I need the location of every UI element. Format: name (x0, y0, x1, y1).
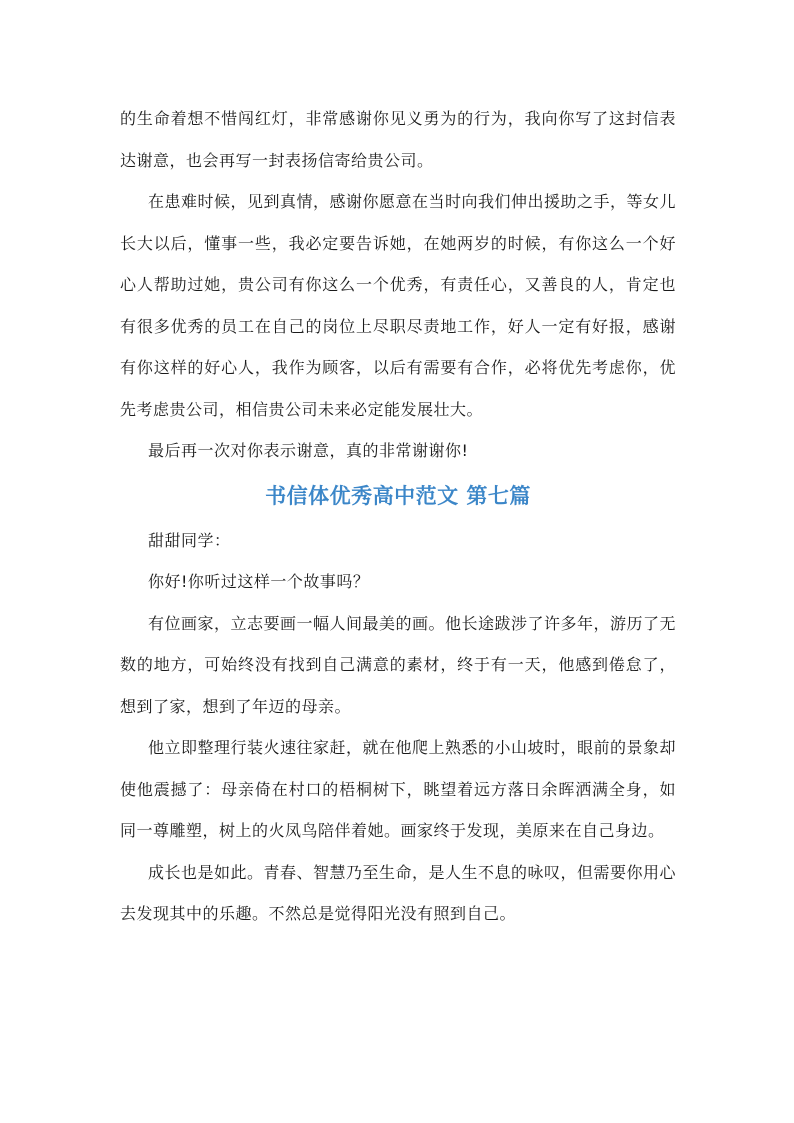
paragraph-continued: 的生命着想不惜闯红灯，非常感谢你见义勇为的行为，我向你写了这封信表达谢意，也会再写一封表扬信寄给贵公司。 (120, 109, 676, 170)
paragraph-homecoming: 他立即整理行装火速往家赶，就在他爬上熟悉的小山坡时，眼前的景象却使他震撼了：母亲倚在村口的梧桐树下，眺望着远方落日余晖洒满全身，如同一尊雕塑，树上的火凤鸟陪伴着她。画家终于发现，美原来在自己身边。 (120, 738, 677, 840)
paragraph-painter-story: 有位画家，立志要画一幅人间最美的画。他长途跋涉了许多年，游历了无数的地方，可始终没有找到自己满意的素材，终于有一天，他感到倦怠了，想到了家，想到了年迈的母亲。 (120, 613, 677, 716)
letter-salutation: 甜甜同学： (148, 530, 231, 550)
paragraph-gratitude: 在患难时候，见到真情，感谢你愿意在当时向我们伸出援助之手，等女儿长大以后，懂事一些，我必定要告诉她，在她两岁的时候，有你这么一个好心人帮助过她，贵公司有你这么一个优秀，有责任心，又善良的人，肯定也有很多优秀的员工在自己的岗位上尽职尽责地工作，好人一定有好报，感谢有你这样的好心人，我作为顾客，以后有需要有合作，必将优先考虑你，优先考虑贵公司，相信贵公司未来必定能发展壮大。 (120, 192, 677, 419)
document-page (120, 98, 676, 935)
section-heading: 书信体优秀高中范文 第七篇 (265, 483, 531, 508)
paragraph-closing: 最后再一次对你表示谢意，真的非常谢谢你! (148, 441, 469, 460)
letter-greeting: 你好!你听过这样一个故事吗？ (148, 572, 370, 591)
paragraph-growth: 成长也是如此。青春、智慧乃至生命，是人生不息的咏叹，但需要你用心去发现其中的乐趣。不然总是觉得阳光没有照到自己。 (120, 862, 677, 923)
